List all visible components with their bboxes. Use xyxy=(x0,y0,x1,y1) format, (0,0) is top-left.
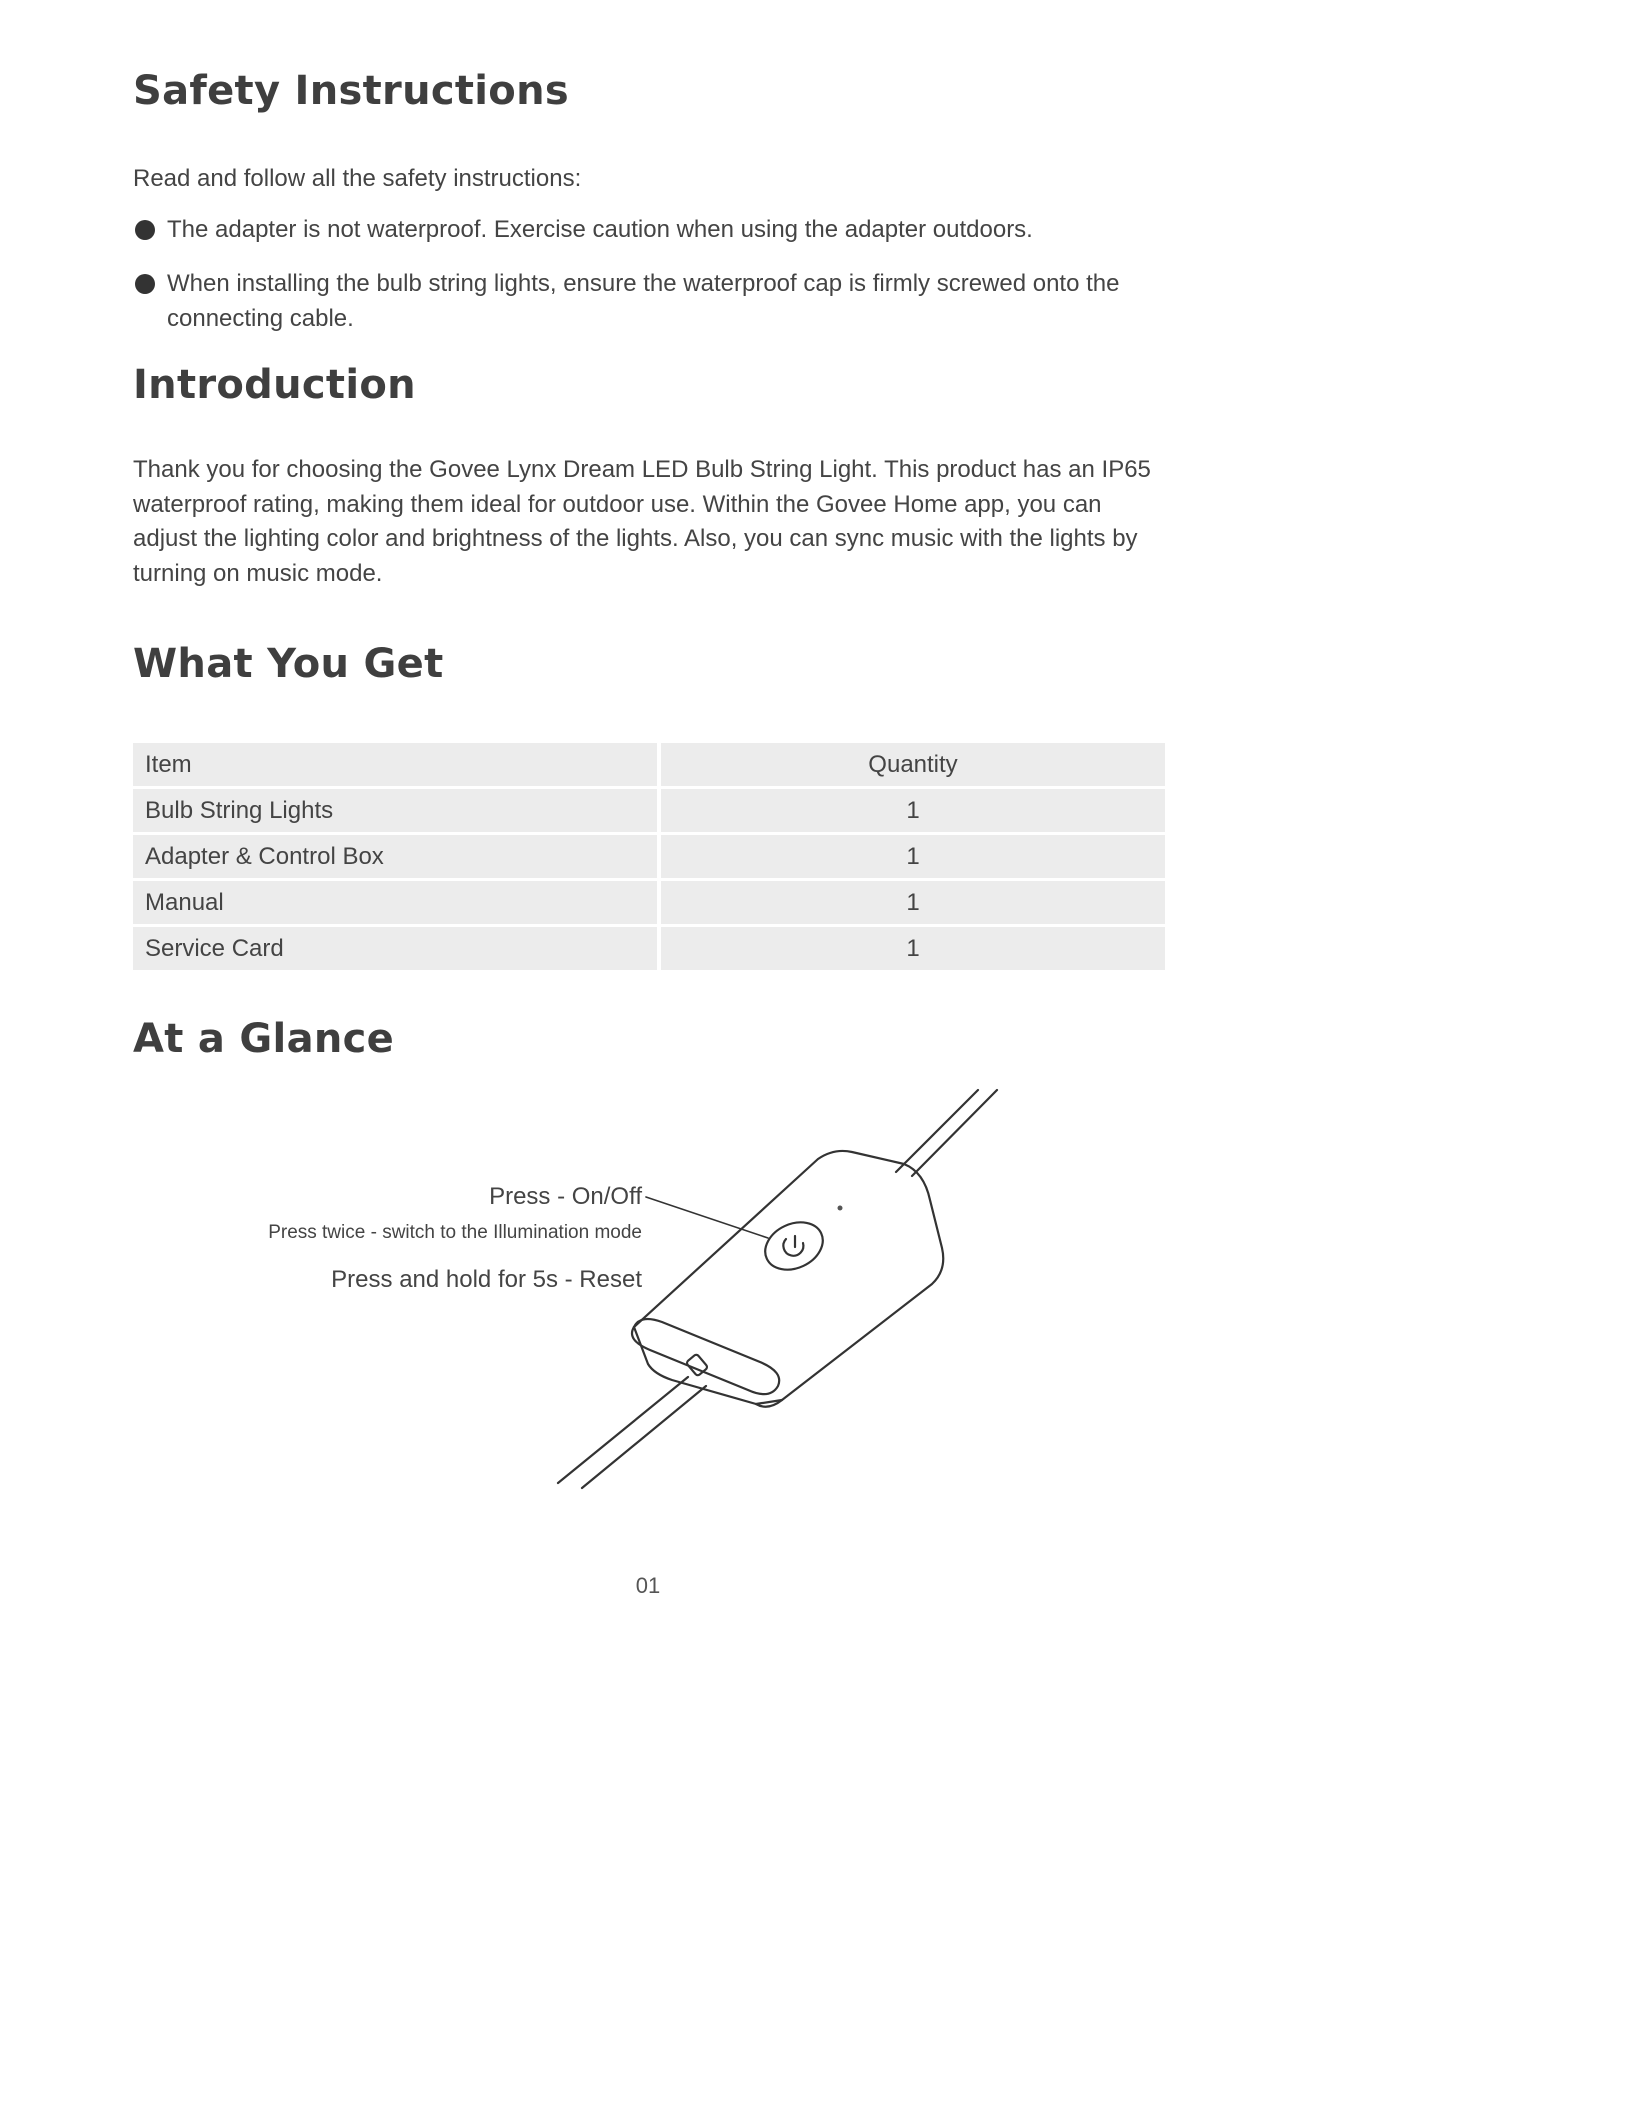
table-cell-item: Manual xyxy=(133,881,661,924)
introduction-title: Introduction xyxy=(133,362,416,408)
table-cell-item: Bulb String Lights xyxy=(133,789,661,832)
at-a-glance-title: At a Glance xyxy=(133,1016,395,1062)
safety-bullet-text: When installing the bulb string lights, ensure the waterproof cap is firmly screwed onto the connecting cable. xyxy=(167,270,1120,332)
table-cell-quantity: 1 xyxy=(661,881,1165,924)
label-press-twice: Press twice - switch to the Illumination mode xyxy=(268,1222,642,1243)
introduction-text: Thank you for choosing the Govee Lynx Dream LED Bulb String Light. This product has an IP65 waterproof rating, making them ideal for outdoor use. Within the Govee Home app, you can adjust the lighting color and brightness of the lights. Also, you can sync music with the lights by turning on music mode. xyxy=(133,456,1151,587)
table-cell-item: Adapter & Control Box xyxy=(133,835,661,878)
label-press-onoff: Press - On/Off xyxy=(489,1183,642,1210)
table-cell-quantity: 1 xyxy=(661,927,1165,970)
indicator-led-icon xyxy=(838,1206,843,1211)
table-cell-quantity: 1 xyxy=(661,835,1165,878)
safety-intro: Read and follow all the safety instructions: xyxy=(133,165,582,192)
table-header-quantity: Quantity xyxy=(661,743,1165,786)
safety-title: Safety Instructions xyxy=(133,68,569,114)
table-header-item: Item xyxy=(133,743,661,786)
safety-bullet-text: The adapter is not waterproof. Exercise caution when using the adapter outdoors. xyxy=(167,216,1033,243)
table-cell-quantity: 1 xyxy=(661,789,1165,832)
what-you-get-title: What You Get xyxy=(133,641,444,687)
label-press-hold: Press and hold for 5s - Reset xyxy=(331,1266,642,1293)
page-number: 01 xyxy=(635,1573,661,1598)
table-cell-item: Service Card xyxy=(133,927,661,970)
